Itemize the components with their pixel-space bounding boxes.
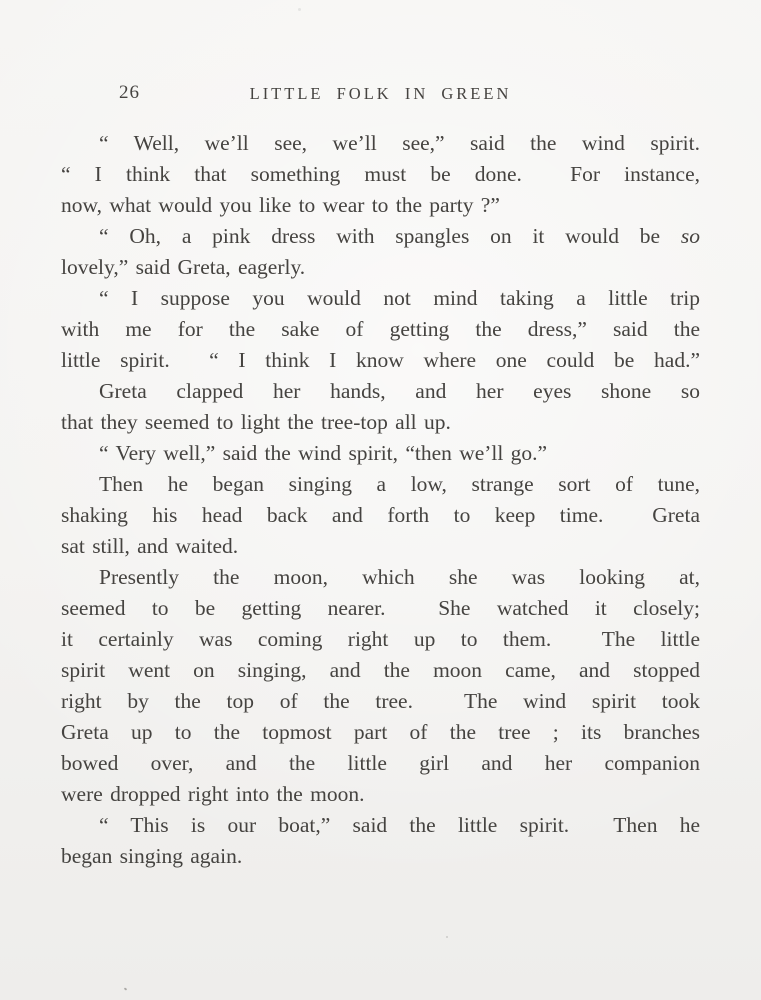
text-line: “ This is our boat,” said the little spirit. Then he xyxy=(99,813,700,837)
text-line: right by the top of the tree. The wind spirit took xyxy=(61,689,700,713)
text-line: began singing again. xyxy=(61,844,243,868)
page-header xyxy=(61,82,700,104)
text-line: little spirit. “ I think I know where one could be had.” xyxy=(61,348,700,372)
running-title: LITTLE FOLK IN GREEN xyxy=(249,84,512,103)
text-line: “ Well, we’ll see, we’ll see,” said the wind spirit. xyxy=(99,131,700,155)
text-line: lovely,” said Greta, eagerly. xyxy=(61,255,306,279)
text-line: “ Very well,” said the wind spirit, “then we’ll go.” xyxy=(99,441,548,465)
text-line: were dropped right into the moon. xyxy=(61,782,365,806)
text-line: spirit went on singing, and the moon came, and stopped xyxy=(61,658,700,682)
text-line: shaking his head back and forth to keep time. Greta xyxy=(61,503,700,527)
text-line: now, what would you like to wear to the party ?” xyxy=(61,193,500,217)
text-line: sat still, and waited. xyxy=(61,534,239,558)
text-line: “ I think that something must be done. For instance, xyxy=(61,162,700,186)
text-line: Greta clapped her hands, and her eyes shone so xyxy=(99,379,700,403)
scan-speck xyxy=(124,987,128,990)
text-line: Presently the moon, which she was looking at, xyxy=(99,565,700,589)
text-block xyxy=(61,128,700,872)
page-number: 26 xyxy=(119,82,140,103)
text-line: it certainly was coming right up to them. The little xyxy=(61,627,700,651)
text-line: that they seemed to light the tree-top all up. xyxy=(61,410,451,434)
text-line: bowed over, and the little girl and her companion xyxy=(61,751,700,775)
text-line: seemed to be getting nearer. She watched it closely; xyxy=(61,596,700,620)
scan-speck xyxy=(446,936,448,938)
text-line: “ I suppose you would not mind taking a little trip xyxy=(99,286,700,310)
text-line: with me for the sake of getting the dress,” said the xyxy=(61,317,700,341)
text-line: “ Oh, a pink dress with spangles on it would be so xyxy=(99,224,700,248)
text-line: Then he began singing a low, strange sort of tune, xyxy=(99,472,700,496)
text-line: Greta up to the topmost part of the tree ; its branches xyxy=(61,720,700,744)
scan-speck xyxy=(298,8,301,11)
